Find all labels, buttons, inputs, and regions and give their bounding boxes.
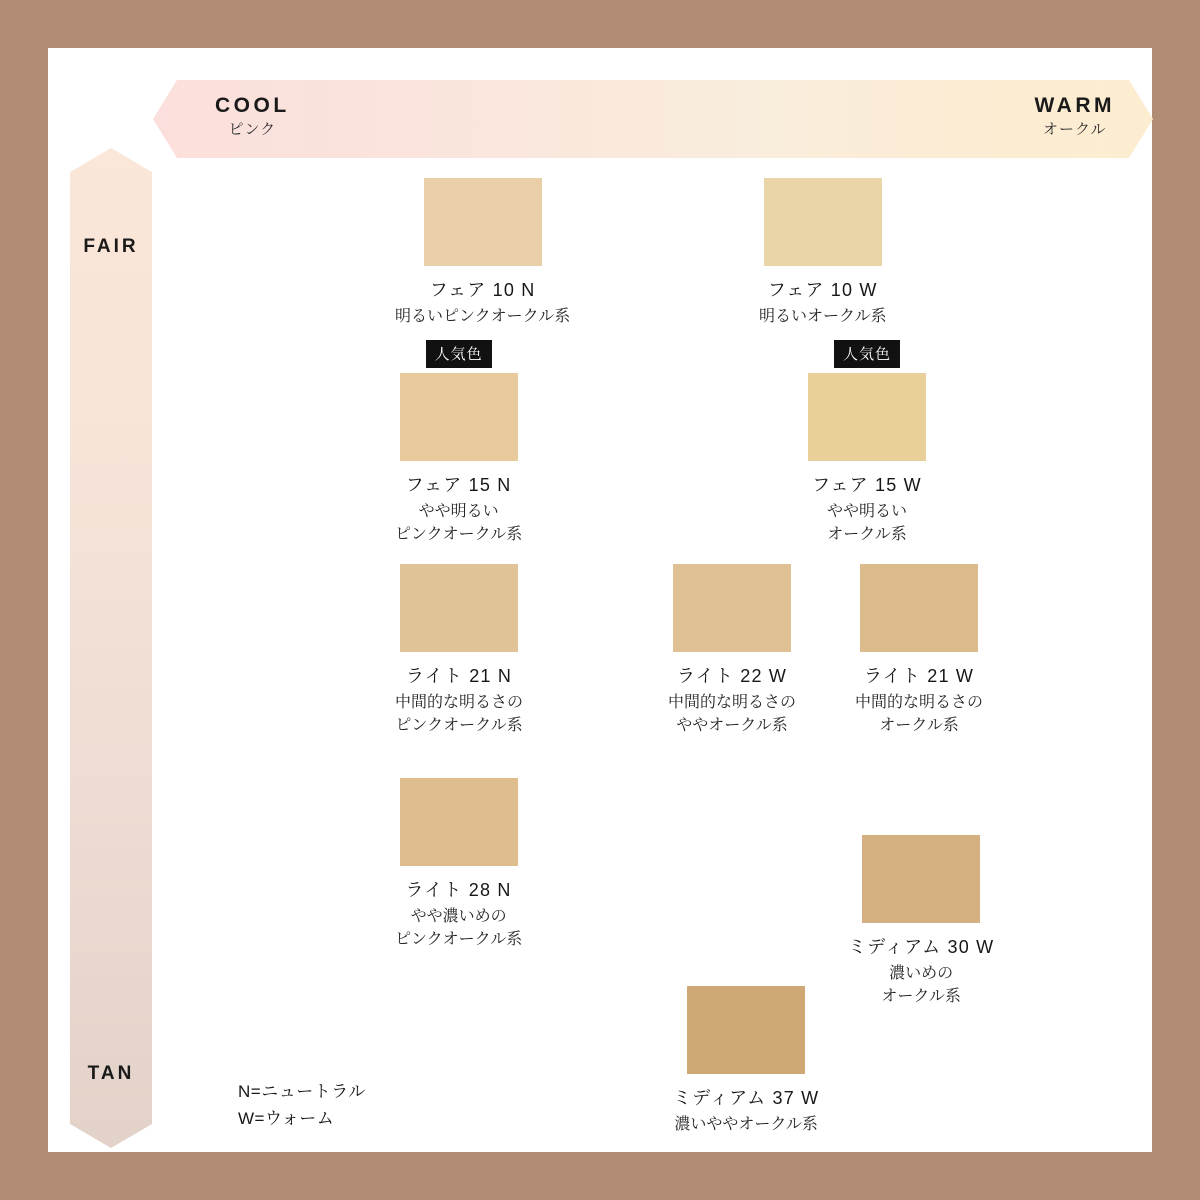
swatch-chip-holder bbox=[687, 986, 805, 1074]
swatch-chip-holder bbox=[424, 178, 542, 266]
shade-color-chip[interactable] bbox=[400, 373, 518, 461]
swatch-chip-holder bbox=[400, 778, 518, 866]
shade-name: フェア 15 N bbox=[405, 475, 512, 495]
shade-color-chip[interactable] bbox=[424, 178, 542, 266]
shade-color-chip[interactable] bbox=[862, 835, 980, 923]
shade-color-chip[interactable] bbox=[860, 564, 978, 652]
legend bbox=[238, 1078, 366, 1132]
shade-name: ライト 28 N bbox=[405, 880, 512, 900]
shade-description: やや明るい オークル系 bbox=[826, 503, 907, 544]
fair-tan-axis bbox=[70, 148, 152, 1148]
shade-swatch[interactable] bbox=[848, 835, 994, 1008]
shade-description: 中間的な明るさの ややオークル系 bbox=[668, 694, 797, 735]
cool-label-en: COOL bbox=[215, 94, 290, 117]
tan-axis-label: TAN bbox=[87, 1063, 135, 1084]
warm-axis-label bbox=[1035, 93, 1116, 139]
swatch-chip-holder bbox=[673, 564, 791, 652]
warm-label-jp: オークル bbox=[1042, 120, 1107, 138]
popular-badge: 人気色 bbox=[834, 340, 900, 368]
swatch-chip-holder bbox=[862, 835, 980, 923]
shade-description: 明るいオークル系 bbox=[759, 308, 887, 325]
shade-description: やや濃いめの ピンクオークル系 bbox=[395, 908, 523, 949]
swatch-chip-holder bbox=[860, 564, 978, 652]
shade-color-chip[interactable] bbox=[687, 986, 805, 1074]
cool-axis-label bbox=[215, 93, 290, 139]
warm-label-en: WARM bbox=[1034, 94, 1115, 117]
chart-panel bbox=[48, 48, 1152, 1152]
swatch-chip-holder bbox=[400, 346, 518, 461]
shade-name: ミディアム 37 W bbox=[673, 1088, 820, 1108]
shade-name: フェア 10 N bbox=[429, 280, 536, 300]
fair-axis-label: FAIR bbox=[83, 236, 139, 257]
shade-name: フェア 10 W bbox=[767, 280, 878, 300]
shade-swatch[interactable] bbox=[668, 564, 796, 737]
shade-description: やや明るい ピンクオークル系 bbox=[395, 503, 523, 544]
shade-description: 中間的な明るさの ピンクオークル系 bbox=[395, 694, 524, 735]
swatch-chip-holder bbox=[808, 346, 926, 461]
legend-line-w: W=ウォーム bbox=[238, 1109, 335, 1129]
cool-warm-arrow-shape bbox=[153, 80, 1153, 158]
swatch-chip-holder bbox=[400, 564, 518, 652]
popular-badge: 人気色 bbox=[426, 340, 492, 368]
fair-tan-arrow-shape bbox=[70, 148, 152, 1148]
shade-color-chip[interactable] bbox=[400, 778, 518, 866]
shade-swatch[interactable] bbox=[395, 564, 523, 737]
cool-warm-axis bbox=[153, 80, 1153, 158]
shade-color-chip[interactable] bbox=[673, 564, 791, 652]
shade-name: フェア 15 W bbox=[812, 475, 922, 495]
shade-color-chip[interactable] bbox=[400, 564, 518, 652]
shade-color-chip[interactable] bbox=[764, 178, 882, 266]
shade-swatch[interactable] bbox=[395, 778, 522, 951]
legend-line-n: N=ニュートラル bbox=[238, 1082, 366, 1101]
shade-name: ライト 22 W bbox=[676, 666, 788, 686]
shade-description: 濃いめの オークル系 bbox=[881, 965, 961, 1006]
shade-swatch[interactable] bbox=[673, 986, 819, 1136]
shade-description: 中間的な明るさの オークル系 bbox=[855, 694, 984, 735]
shade-swatch[interactable] bbox=[759, 178, 887, 328]
shade-description: 濃いややオークル系 bbox=[674, 1116, 818, 1133]
shade-swatch[interactable] bbox=[808, 346, 926, 546]
cool-label-jp: ピンク bbox=[228, 120, 277, 138]
shade-name: ミディアム 30 W bbox=[848, 937, 995, 957]
shade-swatch[interactable] bbox=[855, 564, 983, 737]
shade-description: 明るいピンクオークル系 bbox=[395, 308, 571, 325]
shade-swatch[interactable] bbox=[395, 178, 570, 328]
shade-name: ライト 21 N bbox=[405, 666, 513, 686]
shade-name: ライト 21 W bbox=[863, 666, 975, 686]
shade-swatch[interactable] bbox=[395, 346, 523, 546]
swatch-chip-holder bbox=[764, 178, 882, 266]
shade-color-chip[interactable] bbox=[808, 373, 926, 461]
